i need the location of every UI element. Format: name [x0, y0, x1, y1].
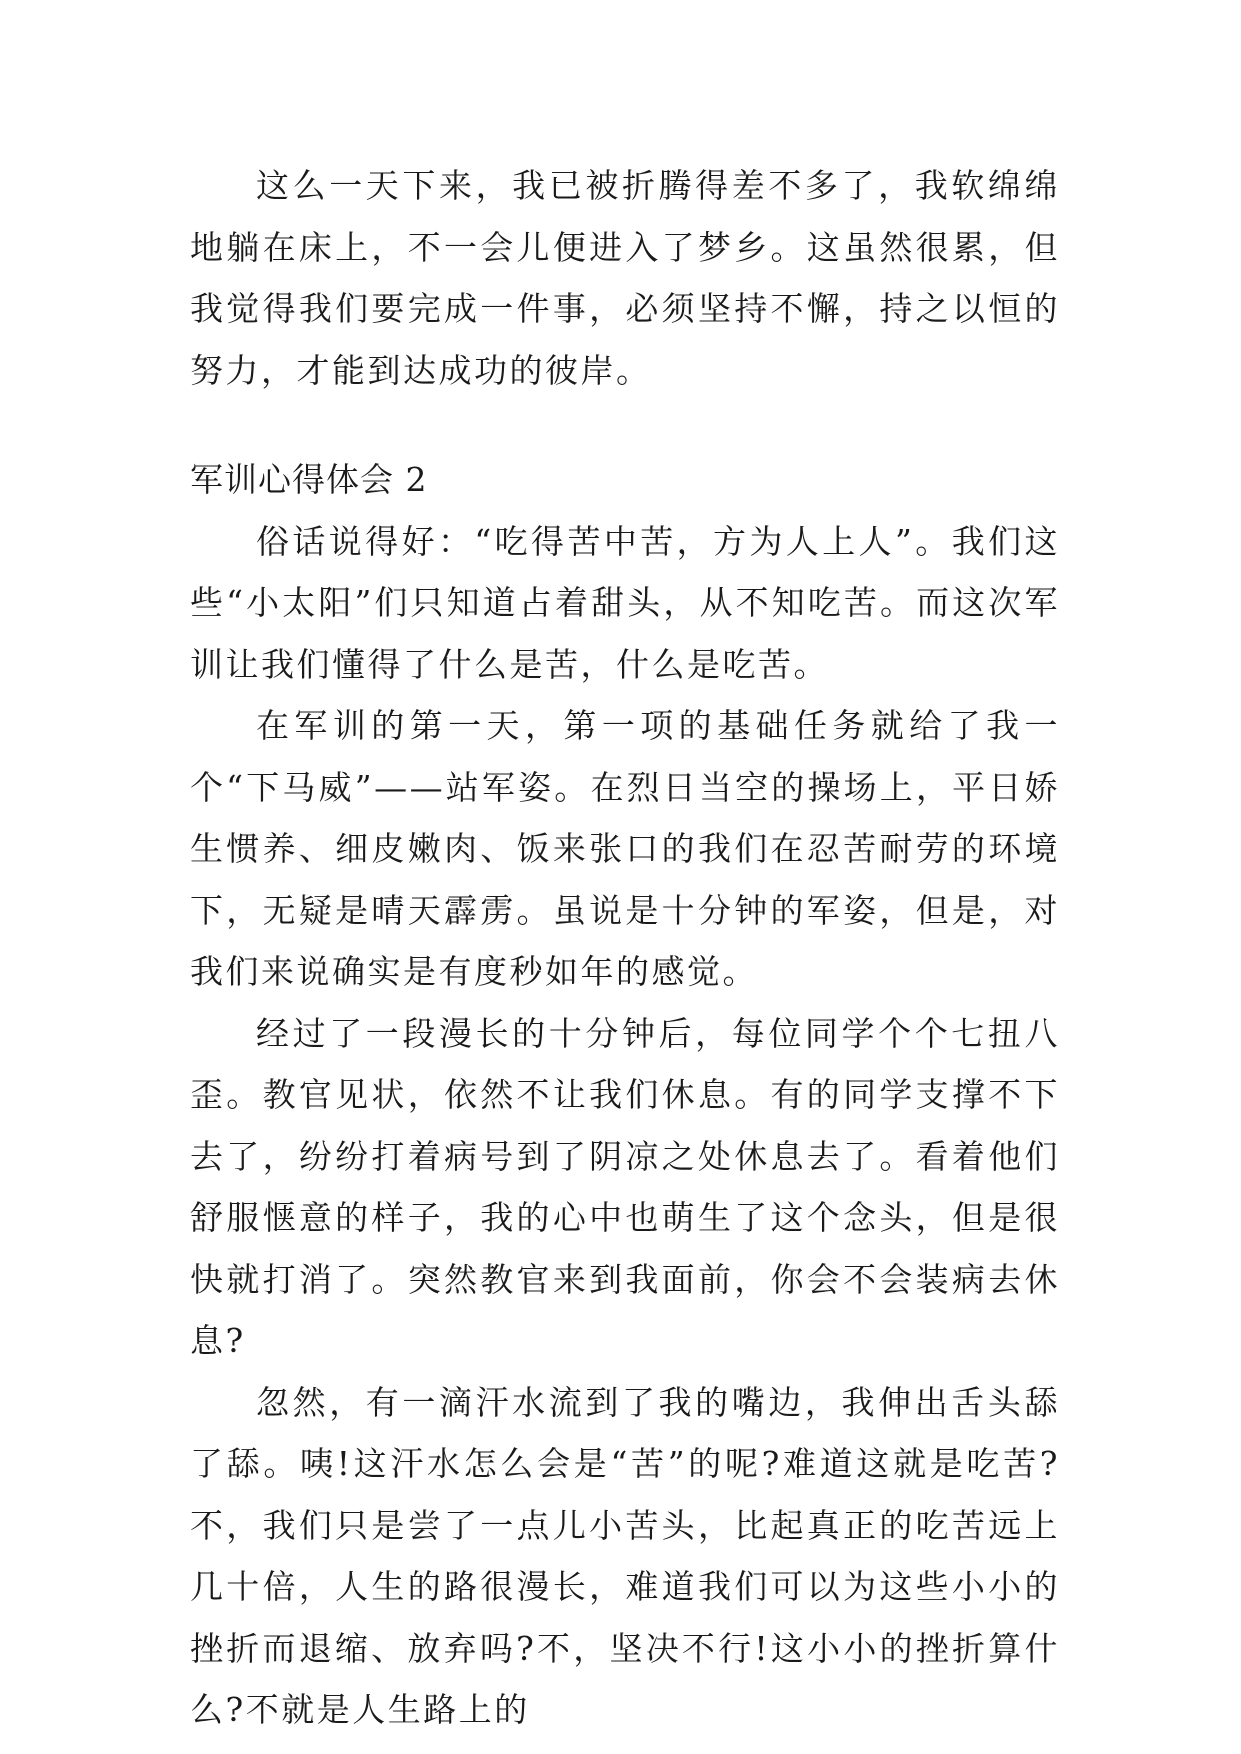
- section-title: 军训心得体会 2: [190, 460, 428, 499]
- paragraph-1: 俗话说得好：“吃得苦中苦，方为人上人”。我们这些“小太阳”们只知道占着甜头，从不知吃苦。而这次军训让我们懂得了什么是苦，什么是吃苦。: [190, 521, 1060, 684]
- previous-section-text: [190, 155, 1060, 401]
- paragraph-3: 经过了一段漫长的十分钟后，每位同学个个七扭八歪。教官见状，依然不让我们休息。有的同学支撑不下去了，纷纷打着病号到了阴凉之处休息去了。看着他们舒服惬意的样子，我的心中也萌生了这个念头，但是很快就打消了。突然教官来到我面前，你会不会装病去休息?: [190, 1013, 1060, 1360]
- section-body: [190, 449, 1060, 1741]
- paragraph-4: 忽然，有一滴汗水流到了我的嘴边，我伸出舌头舔了舔。咦!这汗水怎么会是“苦”的呢?难道这就是吃苦?不，我们只是尝了一点儿小苦头，比起真正的吃苦远上几十倍，人生的路很漫长，难道我们可以为这些小小的挫折而退缩、放弃吗?不，坚决不行!这小小的挫折算什么?不就是人生路上的: [190, 1382, 1060, 1729]
- paragraph-2: 在军训的第一天，第一项的基础任务就给了我一个“下马威”——站军姿。在烈日当空的操场上，平日娇生惯养、细皮嫩肉、饭来张口的我们在忍苦耐劳的环境下，无疑是晴天霹雳。虽说是十分钟的军姿，但是，对我们来说确实是有度秒如年的感觉。: [190, 706, 1060, 991]
- paragraph-prev: 这么一天下来，我已被折腾得差不多了，我软绵绵地躺在床上，不一会儿便进入了梦乡。这虽然很累，但我觉得我们要完成一件事，必须坚持不懈，持之以恒的努力，才能到达成功的彼岸。: [190, 166, 1060, 390]
